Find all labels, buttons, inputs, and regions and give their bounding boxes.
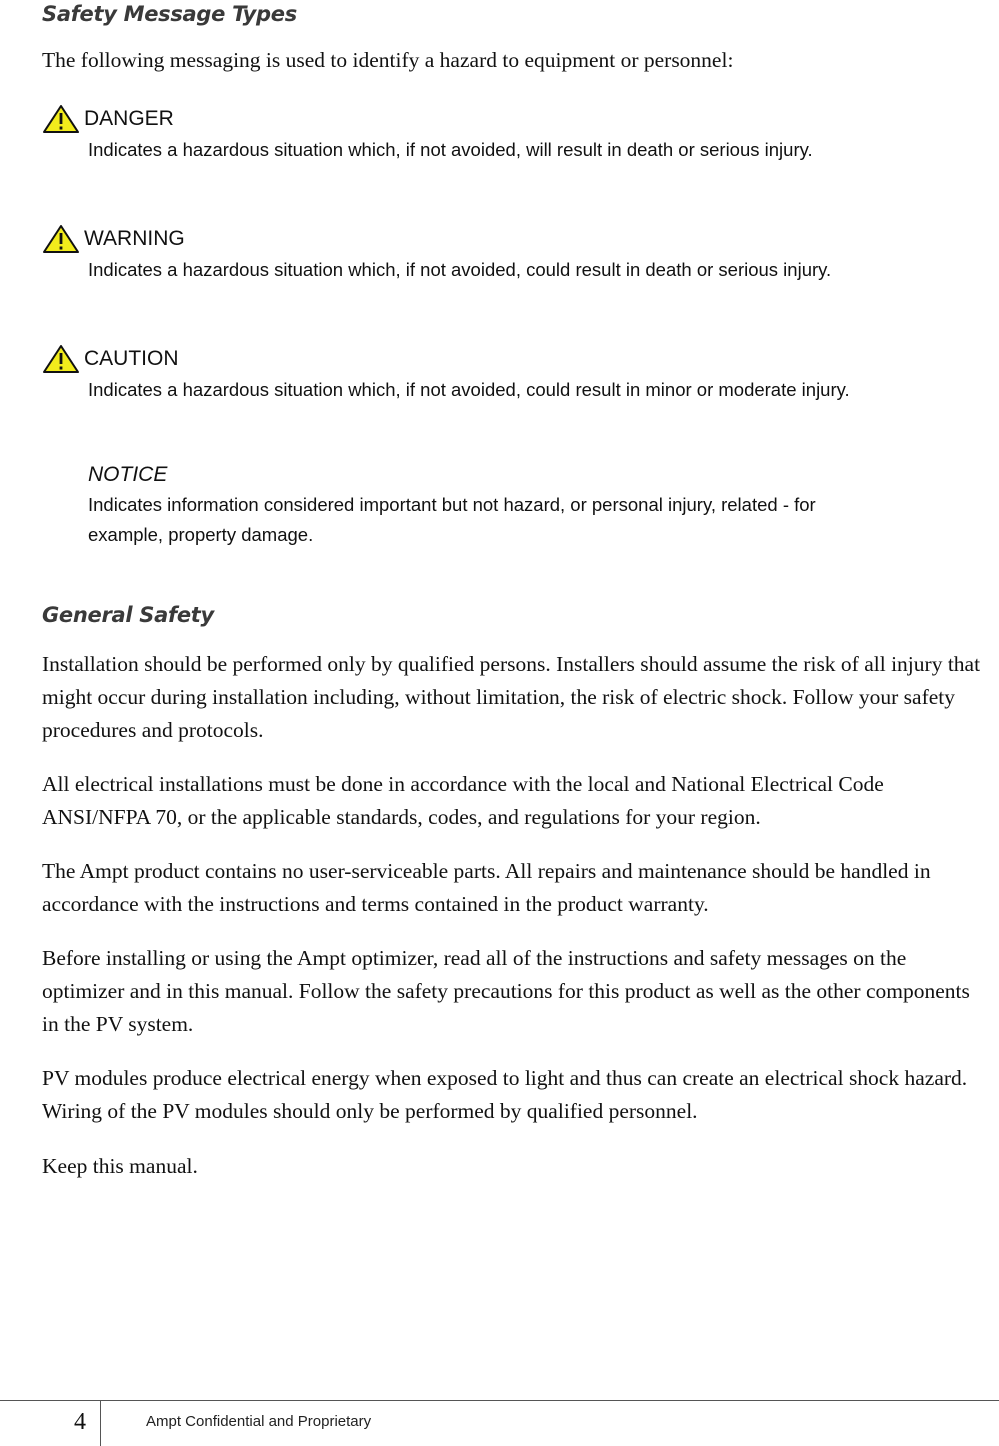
footer-divider [100,1401,101,1446]
general-safety-paragraph: PV modules produce electrical energy when exposed to light and thus can create an electrical shock hazard. Wiring of the PV modules should only be performed by qualified personnel. [42,1066,968,1123]
warning-triangle-icon [42,344,80,374]
caution-label: CAUTION [84,347,179,370]
warning-title [42,224,185,254]
general-safety-paragraph: The Ampt product contains no user-serviceable parts. All repairs and maintenance should be handled in accordance with the instructions and terms contained in the product warranty. [42,859,931,916]
caution-description: Indicates a hazardous situation which, if not avoided, could result in minor or moderate injury. [88,379,850,400]
general-safety-paragraph: Keep this manual. [42,1154,198,1178]
safety-intro-text: The following messaging is used to identify a hazard to equipment or personnel: [42,48,734,72]
notice-label: NOTICE [88,463,168,486]
danger-description: Indicates a hazardous situation which, if not avoided, will result in death or serious injury. [88,139,813,160]
page-number: 4 [74,1409,86,1435]
notice-description: Indicates information considered important but not hazard, or personal injury, related - for example, property damage. [88,494,816,545]
general-safety-heading: General Safety [42,603,214,627]
general-safety-paragraph: All electrical installations must be done in accordance with the local and National Electrical Code ANSI/NFPA 70, or the applicable standards, codes, and regulations for your region. [42,772,884,829]
warning-label: WARNING [84,227,185,250]
footer-rule [0,1400,999,1401]
footer-confidential-text: Ampt Confidential and Proprietary [146,1413,372,1430]
general-safety-paragraph: Before installing or using the Ampt optimizer, read all of the instructions and safety messages on the optimizer and in this manual. Follow the safety precautions for this product as well as the other components in the PV system. [42,946,970,1036]
danger-title [42,104,174,134]
warning-triangle-icon [42,224,80,254]
caution-title [42,344,179,374]
warning-triangle-icon [42,104,80,134]
safety-message-types-heading: Safety Message Types [42,2,297,26]
general-safety-paragraph: Installation should be performed only by qualified persons. Installers should assume the risk of all injury that might occur during installation including, without limitation, the risk of electric shock. Follow your safety procedures and protocols. [42,652,981,742]
danger-label: DANGER [84,107,174,130]
notice-title [88,460,167,490]
warning-description: Indicates a hazardous situation which, if not avoided, could result in death or serious injury. [88,259,832,280]
